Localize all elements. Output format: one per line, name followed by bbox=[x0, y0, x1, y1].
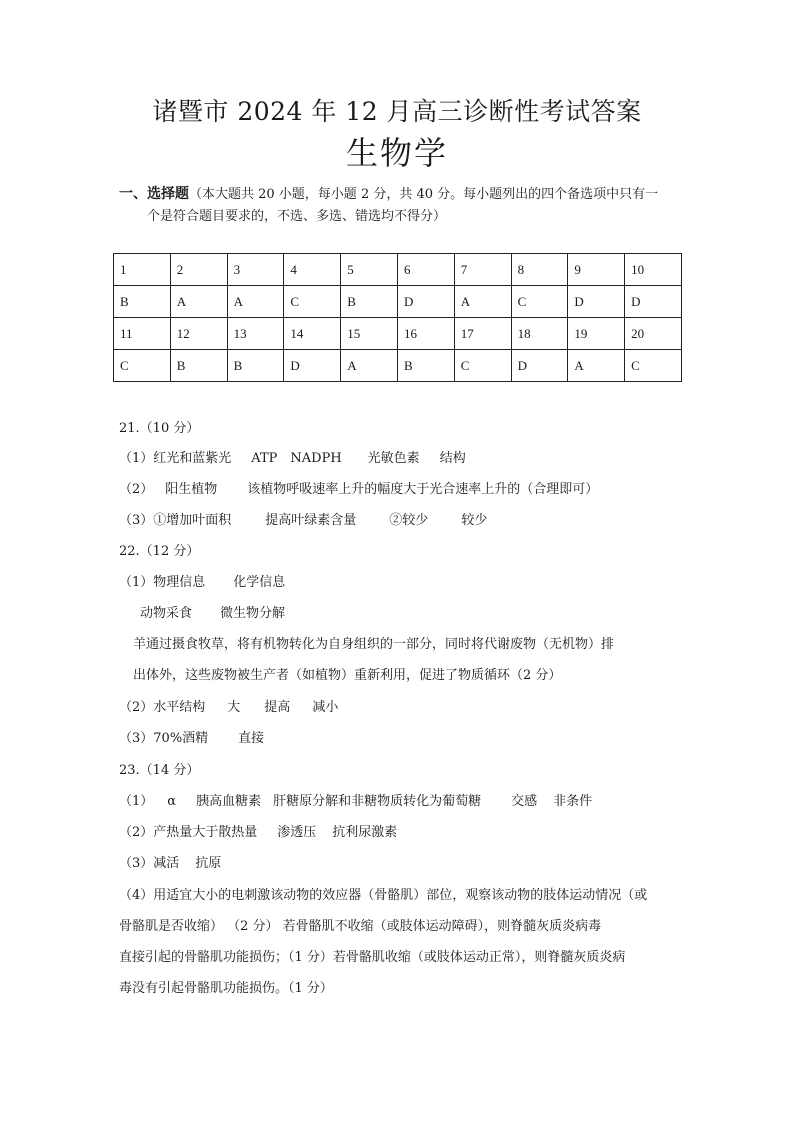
document-title: 诸暨市 2024 年 12 月高三诊断性考试答案 bbox=[152, 97, 642, 126]
q23-p3-b: 抗原 bbox=[195, 856, 222, 871]
q21-p1-a: （1）红光和蓝紫光 bbox=[119, 451, 232, 466]
question-number-cell: 20 bbox=[625, 318, 682, 350]
answer-cell: A bbox=[568, 350, 625, 382]
q21-part1 bbox=[119, 449, 466, 469]
answer-cell: A bbox=[454, 286, 511, 318]
q22-part2 bbox=[119, 698, 338, 718]
answer-cell: B bbox=[170, 350, 227, 382]
question-number-cell: 5 bbox=[341, 254, 398, 286]
q21-p3-a: （3）①增加叶面积 bbox=[119, 513, 232, 528]
q21-p1-d: 光敏色素 bbox=[367, 451, 420, 466]
q23-part4-line3: 直接引起的骨骼肌功能损伤；（1 分）若骨骼肌收缩（或肢体运动正常），则脊髓灰质炎病 bbox=[119, 950, 626, 965]
answer-table bbox=[113, 253, 682, 382]
answer-table-body bbox=[114, 254, 682, 382]
question-number-cell: 3 bbox=[227, 254, 284, 286]
question-number-cell: 2 bbox=[170, 254, 227, 286]
q23-p1-f: 非条件 bbox=[553, 794, 593, 809]
question-number-cell: 14 bbox=[284, 318, 341, 350]
question-number-cell: 16 bbox=[397, 318, 454, 350]
question-number-cell: 11 bbox=[114, 318, 171, 350]
q22-p1b-b: 微生物分解 bbox=[220, 606, 286, 621]
answer-cell: B bbox=[341, 286, 398, 318]
q22-p1b-a: 动物采食 bbox=[140, 606, 193, 621]
q23-part4-line1: （4）用适宜大小的电刺激该动物的效应器（骨骼肌）部位，观察该动物的肢体运动情况（或 bbox=[119, 888, 648, 903]
answer-cell: D bbox=[397, 286, 454, 318]
question-number-cell: 6 bbox=[397, 254, 454, 286]
question-number-cell: 8 bbox=[511, 254, 568, 286]
q21-p1-e: 结构 bbox=[439, 451, 466, 466]
q23-p1-e: 交感 bbox=[511, 794, 538, 809]
q23-header: 23.（14 分） bbox=[119, 763, 200, 778]
q21-p2-c: 该植物呼吸速率上升的幅度大于光合速率上升的（合理即可） bbox=[247, 482, 599, 497]
answer-cell: A bbox=[170, 286, 227, 318]
instructions-line-2: 个是符合题目要求的，不选、多选、错选均不得分） bbox=[147, 209, 447, 224]
answer-cell: C bbox=[454, 350, 511, 382]
instructions-text-1: （本大题共 20 小题，每小题 2 分，共 40 分。每小题列出的四个备选项中只有一 bbox=[189, 187, 659, 202]
question-number-row bbox=[114, 318, 682, 350]
q23-p1-d: 肝糖原分解和非糖物质转化为葡萄糖 bbox=[273, 794, 482, 809]
q23-part2 bbox=[119, 823, 397, 843]
question-number-cell: 17 bbox=[454, 318, 511, 350]
q22-p3-a: （3）70%酒精 bbox=[119, 731, 209, 746]
section-heading: 一、选择题 bbox=[119, 186, 189, 202]
question-number-cell: 13 bbox=[227, 318, 284, 350]
answer-cell: B bbox=[397, 350, 454, 382]
question-number-row bbox=[114, 254, 682, 286]
question-number-cell: 1 bbox=[114, 254, 171, 286]
q21-part2 bbox=[119, 480, 598, 500]
section-multiple-choice-instructions bbox=[119, 183, 689, 228]
q22-p1-b: 化学信息 bbox=[233, 575, 286, 590]
answer-row bbox=[114, 286, 682, 318]
instructions-line-1 bbox=[119, 183, 689, 206]
q23-p1-a: （1） bbox=[119, 794, 154, 809]
q23-part4-line4: 毒没有引起骨骼肌功能损伤。（1 分） bbox=[119, 981, 333, 996]
answer-cell: A bbox=[227, 286, 284, 318]
q22-p2-d: 减小 bbox=[312, 700, 339, 715]
q22-p3-b: 直接 bbox=[238, 731, 265, 746]
q22-header: 22.（12 分） bbox=[119, 544, 200, 559]
question-number-cell: 10 bbox=[625, 254, 682, 286]
q23-p1-b: α bbox=[167, 794, 177, 809]
question-number-cell: 15 bbox=[341, 318, 398, 350]
q22-p2-a: （2）水平结构 bbox=[119, 700, 206, 715]
answer-cell: A bbox=[341, 350, 398, 382]
q23-p1-c: 胰高血糖素 bbox=[196, 794, 262, 809]
q23-p2-c: 抗利尿激素 bbox=[332, 825, 398, 840]
q22-part1c-line2: 出体外，这些废物被生产者（如植物）重新利用，促进了物质循环（2 分） bbox=[133, 668, 562, 683]
question-number-cell: 9 bbox=[568, 254, 625, 286]
q22-part1c-line1: 羊通过摄食牧草，将有机物转化为自身组织的一部分，同时将代谢废物（无机物）排 bbox=[133, 637, 615, 652]
q22-p2-b: 大 bbox=[227, 700, 241, 715]
question-number-cell: 19 bbox=[568, 318, 625, 350]
answer-cell: D bbox=[568, 286, 625, 318]
question-number-cell: 4 bbox=[284, 254, 341, 286]
q23-p2-b: 渗透压 bbox=[277, 825, 317, 840]
q21-p1-c: NADPH bbox=[290, 451, 342, 466]
q21-p3-d: 较少 bbox=[461, 513, 488, 528]
subject-title: 生物学 bbox=[345, 134, 448, 172]
q22-p2-c: 提高 bbox=[264, 700, 291, 715]
q21-p2-a: （2） bbox=[119, 482, 154, 497]
q23-p2-a: （2）产热量大于散热量 bbox=[119, 825, 258, 840]
question-number-cell: 12 bbox=[170, 318, 227, 350]
answer-cell: C bbox=[114, 350, 171, 382]
answer-cell: D bbox=[511, 350, 568, 382]
answer-cell: C bbox=[625, 350, 682, 382]
answer-cell: B bbox=[227, 350, 284, 382]
answer-cell: D bbox=[284, 350, 341, 382]
q21-p3-b: 提高叶绿素含量 bbox=[265, 513, 357, 528]
q21-p1-b: ATP bbox=[251, 451, 278, 466]
question-number-cell: 18 bbox=[511, 318, 568, 350]
question-number-cell: 7 bbox=[454, 254, 511, 286]
q21-part3 bbox=[119, 511, 487, 531]
q22-p1-a: （1）物理信息 bbox=[119, 575, 206, 590]
answer-row bbox=[114, 350, 682, 382]
q22-part3 bbox=[119, 729, 264, 749]
q23-part1 bbox=[119, 792, 592, 812]
answer-cell: C bbox=[511, 286, 568, 318]
answer-cell: D bbox=[625, 286, 682, 318]
answer-cell: B bbox=[114, 286, 171, 318]
q23-part3 bbox=[119, 854, 221, 874]
q22-part1 bbox=[119, 573, 285, 593]
answer-cell: C bbox=[284, 286, 341, 318]
q23-part4-line2: 骨骼肌是否收缩） （2 分） 若骨骼肌不收缩（或肢体运动障碍），则脊髓灰质炎病毒 bbox=[119, 919, 602, 934]
q22-part1b bbox=[140, 604, 285, 624]
q23-p3-a: （3）减活 bbox=[119, 856, 180, 871]
q21-header: 21.（10 分） bbox=[119, 421, 200, 436]
q21-p3-c: ②较少 bbox=[389, 513, 429, 528]
q21-p2-b: 阳生植物 bbox=[165, 482, 218, 497]
